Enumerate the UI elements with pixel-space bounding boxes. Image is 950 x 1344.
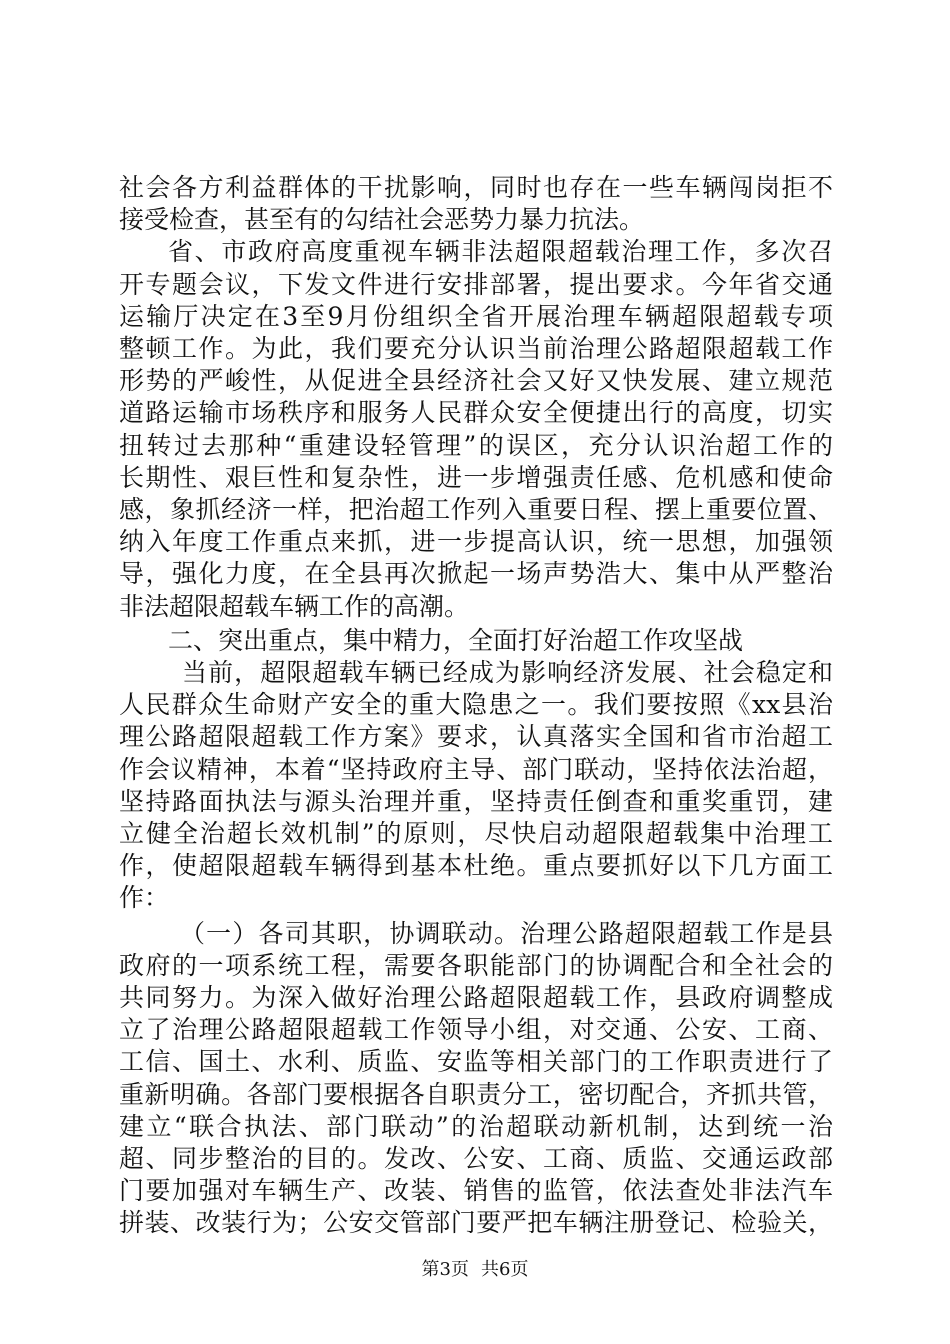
text-line: 作会议精神，本着“坚持政府主导、部门联动，坚持依法治超，: [119, 754, 833, 784]
text-line: 立健全治超长效机制”的原则，尽快启动超限超载集中治理工: [119, 819, 833, 848]
text-line: 重新明确。各部门要根据各自职责分工，密切配合，齐抓共管，: [119, 1079, 833, 1109]
text-line: 非法超限超载车辆工作的高潮。: [119, 591, 470, 621]
text-line: 坚持路面执法与源头治理并重，坚持责任倒查和重奖重罚，建: [119, 786, 833, 816]
text-line: 共同努力。为深入做好治理公路超限超载工作，县政府调整成: [119, 983, 833, 1012]
text-line: 扭转过去那种“重建设轻管理”的误区，充分认识治超工作的: [119, 430, 833, 460]
text-line: 长期性、艰巨性和复杂性，进一步增强责任感、危机感和使命: [119, 462, 833, 492]
text-line: 接受检查，甚至有的勾结社会恶势力暴力抗法。: [119, 205, 645, 235]
page-number: 第3页: [421, 1259, 469, 1280]
paragraph-first-line: （一）各司其职，协调联动。治理公路超限超载工作是县: [180, 918, 833, 948]
text-line: 人民群众生命财产安全的重大隐患之一。我们要按照《xx县治: [119, 690, 833, 720]
section-heading: 二、突出重点，集中精力，全面打好治超工作攻坚战: [168, 625, 744, 655]
text-line: 政府的一项系统工程，需要各职能部门的协调配合和全社会的: [119, 950, 833, 980]
text-line: 立了治理公路超限超载工作领导小组，对交通、公安、工商、: [119, 1015, 833, 1045]
text-line: 纳入年度工作重点来抓，进一步提高认识，统一思想，加强领: [119, 527, 833, 557]
text-line: 导，强化力度，在全县再次掀起一场声势浩大、集中从严整治: [119, 559, 833, 589]
text-line: 作：: [119, 883, 170, 913]
text-line: 作，使超限超载车辆得到基本杜绝。重点要抓好以下几方面工: [119, 851, 833, 881]
text-line: 运输厅决定在3至9月份组织全省开展治理车辆超限超载专项: [119, 301, 833, 331]
paragraph-first-line: 当前，超限超载车辆已经成为影响经济发展、社会稳定和: [182, 658, 833, 687]
text-line: 整顿工作。为此，我们要充分认识当前治理公路超限超载工作: [119, 334, 833, 363]
text-line: 理公路超限超载工作方案》要求，认真落实全国和省市治超工: [119, 722, 833, 752]
text-line: 拼装、改装行为；公安交管部门要严把车辆注册登记、检验关，: [119, 1208, 833, 1238]
text-line: 社会各方利益群体的干扰影响，同时也存在一些车辆闯岗拒不: [119, 173, 833, 202]
text-line: 形势的严峻性，从促进全县经济社会又好又快发展、建立规范: [119, 366, 833, 396]
page-footer: [0, 1258, 950, 1282]
text-line: 门要加强对车辆生产、改装、销售的监管，依法查处非法汽车: [119, 1176, 833, 1206]
text-line: 感，象抓经济一样，把治超工作列入重要日程、摆上重要位置、: [119, 495, 833, 524]
text-line: 超、同步整治的目的。发改、公安、工商、质监、交通运政部: [119, 1144, 833, 1173]
text-line: 道路运输市场秩序和服务人民群众安全便捷出行的高度，切实: [119, 398, 833, 428]
text-line: 工信、国土、水利、质监、安监等相关部门的工作职责进行了: [119, 1047, 833, 1077]
text-line: 建立“联合执法、部门联动”的治超联动新机制，达到统一治: [119, 1111, 833, 1141]
paragraph-first-line: 省、市政府高度重视车辆非法超限超载治理工作，多次召: [168, 237, 833, 267]
page-total: 共6页: [481, 1259, 529, 1280]
text-line: 开专题会议，下发文件进行安排部署，提出要求。今年省交通: [119, 269, 833, 299]
